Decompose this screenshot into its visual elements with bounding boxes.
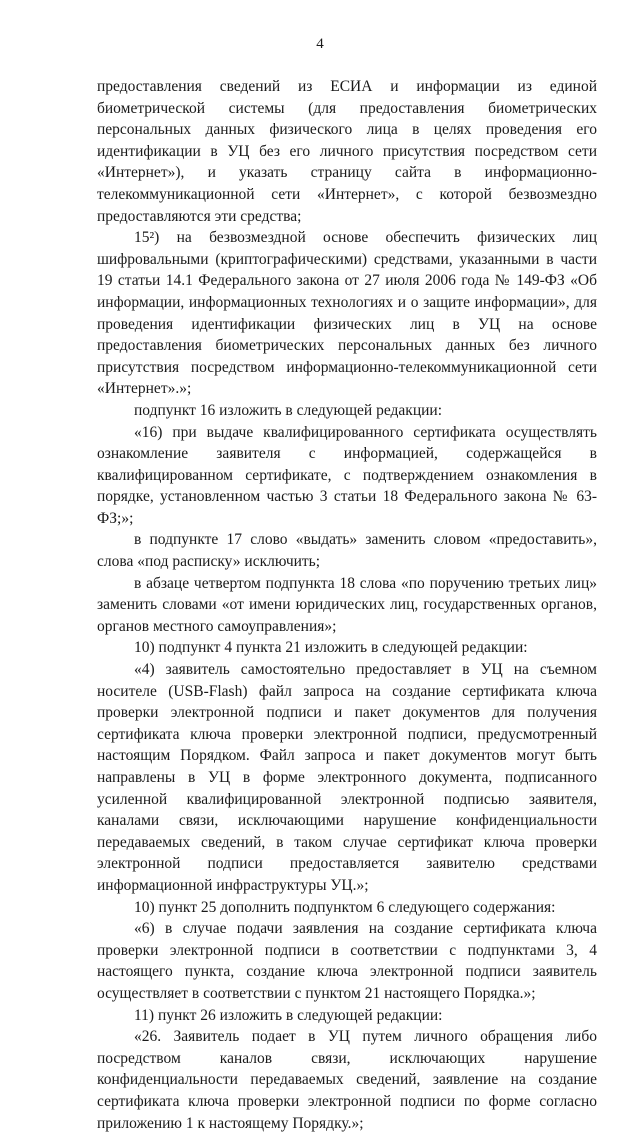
paragraph-item-26-intro: 11) пункт 26 изложить в следующей редакции:: [134, 1006, 443, 1024]
paragraph-continuation: предоставления сведений из ЕСИА и информации из единой биометрической системы (для предоставления биометрических персональных данных физического лица в целях проведения его идентификации в УЦ без его личного присутствия посредством сети «Интернет»), и указать страницу сайта в информационно-телекоммуникационной сети «Интернет», с которой безвозмездно предоставляются эти средства;: [97, 78, 597, 225]
paragraph-subitem-17: в подпункте 17 слово «выдать» заменить словом «предоставить», слова «под расписку» исключить;: [97, 531, 597, 571]
paragraph-subitem-16-text: «16) при выдаче квалифицированного сертификата осуществлять ознакомление заявителя с информацией, содержащейся в квалифицированном сертификате, с подтверждением ознакомления в порядке, установленном частью 3 статьи 18 Федерального закона № 63-ФЗ;»;: [97, 423, 597, 527]
paragraph-item-26-text: «26. Заявитель подает в УЦ путем личного обращения либо посредством каналов связи, исключающих нарушение конфиденциальности передаваемых сведений, заявление на создание сертификата ключа проверки электронной подписи по форме согласно приложению 1 к настоящему Порядку.»;: [97, 1028, 597, 1132]
paragraph-item-21-text: «4) заявитель самостоятельно предоставляет в УЦ на съемном носителе (USB-Flash) файл запроса на создание сертификата ключа проверки электронной подписи и пакет документов для получения сертификата ключа проверки электронной подписи, предусмотренный настоящим Порядком. Файл запроса и пакет документов могут быть направлены в УЦ в форме электронного документа, подписанного усиленной квалифицированной электронной подписью заявителя, каналами связи, исключающими нарушение конфиденциальности передаваемых сведений, в таком случае сертификат ключа проверки электронной подписи предоставляется заявителю средствами информационной инфраструктуры УЦ.»;: [97, 661, 597, 894]
paragraph-subitem-16-intro: подпункт 16 изложить в следующей редакции:: [134, 401, 443, 419]
page-number: 4: [316, 36, 324, 52]
document-body: [97, 76, 597, 1134]
paragraph-15-2: 15²) на безвозмездной основе обеспечить физических лиц шифровальными (криптографическими) средствами, указанными в части 19 статьи 14.1 Федерального закона от 27 июля 2006 года № 149-ФЗ «Об информации, информационных технологиях и о защите информации», для проведения идентификации физических лиц в УЦ на основе предоставления биометрических персональных данных без личного присутствия посредством информационно-телекоммуникационной сети «Интернет».»;: [97, 229, 597, 398]
paragraph-item-21-intro: 10) подпункт 4 пункта 21 изложить в следующей редакции:: [134, 639, 528, 657]
paragraph-item-25-text: «6) в случае подачи заявления на создание сертификата ключа проверки электронной подписи в соответствии с подпунктами 3, 4 настоящего пункта, создание ключа электронной подписи заявитель осуществляет в соответствии с пунктом 21 настоящего Порядка.»;: [97, 920, 597, 1002]
paragraph-item-25-intro: 10) пункт 25 дополнить подпунктом 6 следующего содержания:: [134, 898, 556, 916]
paragraph-subitem-18: в абзаце четвертом подпункта 18 слова «по поручению третьих лиц» заменить словами «от имени юридических лиц, государственных органов, органов местного самоуправления»;: [97, 574, 597, 635]
